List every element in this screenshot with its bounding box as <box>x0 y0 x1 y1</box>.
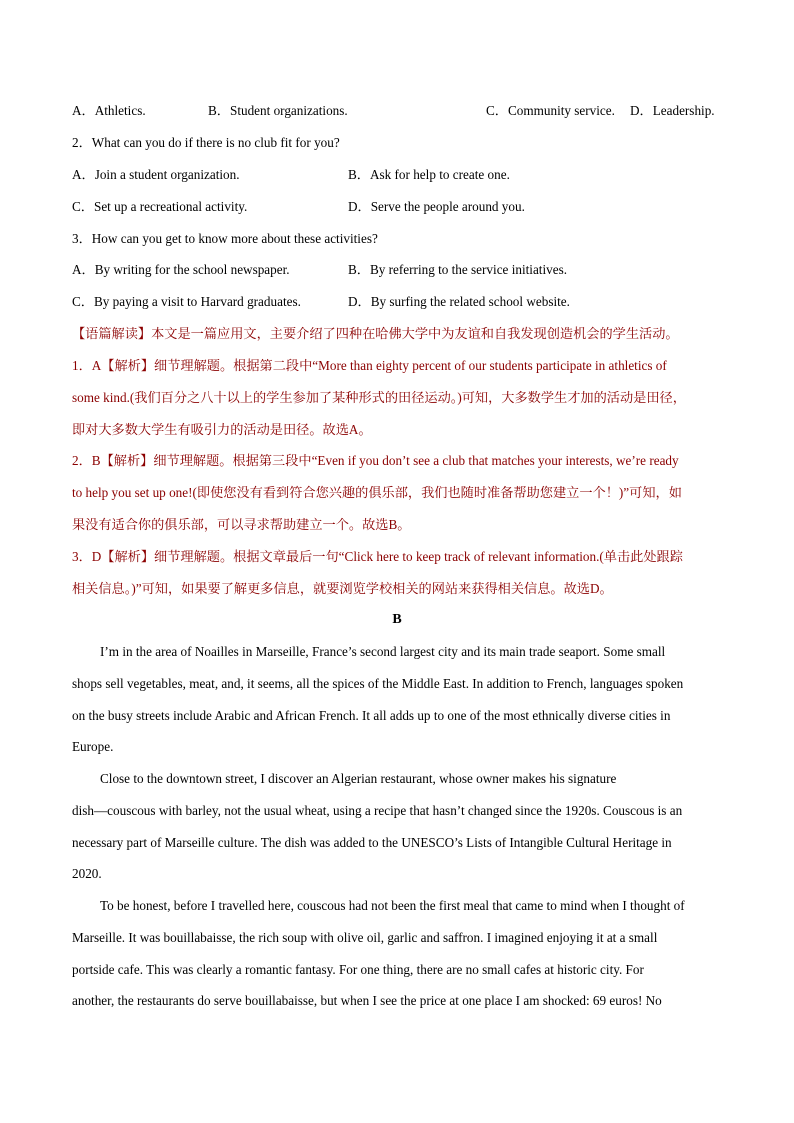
q2-option-a: A．Join a student organization. <box>72 167 240 182</box>
q1-option-d: D．Leadership. <box>630 103 715 118</box>
passage-p1-line-1: I’m in the area of Noailles in Marseille, France’s second largest city and its main trade seaport. Some small <box>100 644 666 659</box>
answer-1-line-1: 1．A【解析】细节理解题。根据第二段中“More than eighty percent of our students participate in athletics of <box>72 358 667 373</box>
passage-p1-line-3: on the busy streets include Arabic and African French. It all adds up to one of the most ethnically diverse cities in <box>72 708 671 723</box>
answer-2-line-2: to help you set up one!(即使您没有看到符合您兴趣的俱乐部，我们也随时准备帮助您建立一个！)”可知，如 <box>72 485 682 500</box>
q3-option-d: D．By surfing the related school website. <box>348 294 570 309</box>
passage-p2-line-3: necessary part of Marseille culture. The dish was added to the UNESCO’s Lists of Intangible Cultural Heritage in <box>72 835 672 850</box>
q3-stem: 3．How can you get to know more about these activities? <box>72 231 378 246</box>
q2-stem: 2．What can you do if there is no club fit for you? <box>72 135 340 150</box>
q3-option-c: C．By paying a visit to Harvard graduates. <box>72 294 301 309</box>
passage-heading: B <box>392 612 402 627</box>
answer-1-line-2: some kind.(我们百分之八十以上的学生参加了某种形式的田径运动。)可知，大多数学生才加的活动是田径， <box>72 390 686 405</box>
q2-option-b: B．Ask for help to create one. <box>348 167 510 182</box>
answer-1-line-3: 即对大多数大学生有吸引力的活动是田径。故选A。 <box>72 422 372 437</box>
answer-3-line-1: 3．D【解析】细节理解题。根据文章最后一句“Click here to keep track of relevant information.(单击此处跟踪 <box>72 549 683 564</box>
passage-p1-line-4: Europe. <box>72 739 114 754</box>
passage-p3-line-3: portside cafe. This was clearly a romantic fantasy. For one thing, there are no small cafes at historic city. For <box>72 962 644 977</box>
q2-option-d: D．Serve the people around you. <box>348 199 525 214</box>
answer-3-line-2: 相关信息。)”可知，如果要了解更多信息，就要浏览学校相关的网站来获得相关信息。故选D。 <box>72 581 613 596</box>
passage-p3-line-4: another, the restaurants do serve bouillabaisse, but when I see the price at one place I am shocked: 69 euros! No <box>72 993 662 1008</box>
answer-2-line-1: 2．B【解析】细节理解题。根据第三段中“Even if you don’t see a club that matches your interests, we’re ready <box>72 453 679 468</box>
q3-option-a: A．By writing for the school newspaper. <box>72 262 290 277</box>
q1-option-b: B．Student organizations. <box>208 103 348 118</box>
passage-p3-line-2: Marseille. It was bouillabaisse, the rich soup with olive oil, garlic and saffron. I imagined enjoying it at a small <box>72 930 658 945</box>
q2-option-c: C．Set up a recreational activity. <box>72 199 248 214</box>
passage-p2-line-4: 2020. <box>72 866 102 881</box>
passage-p2-line-1: Close to the downtown street, I discover an Algerian restaurant, whose owner makes his signature <box>100 771 617 786</box>
q3-option-b: B．By referring to the service initiatives. <box>348 262 567 277</box>
passage-p2-line-2: dish—couscous with barley, not the usual wheat, using a recipe that hasn’t changed since the 1920s. Couscous is an <box>72 803 683 818</box>
passage-p1-line-2: shops sell vegetables, meat, and, it seems, all the spices of the Middle East. In addition to French, languages spoken <box>72 676 684 691</box>
analysis-summary: 【语篇解读】本文是一篇应用文，主要介绍了四种在哈佛大学中为友谊和自我发现创造机会的学生活动。 <box>72 326 679 341</box>
passage-p3-line-1: To be honest, before I travelled here, couscous had not been the first meal that came to mind when I thought of <box>100 898 685 913</box>
q1-option-a: A．Athletics. <box>72 103 146 118</box>
q1-option-c: C．Community service. <box>486 103 615 118</box>
answer-2-line-3: 果没有适合你的俱乐部，可以寻求帮助建立一个。故选B。 <box>72 517 411 532</box>
